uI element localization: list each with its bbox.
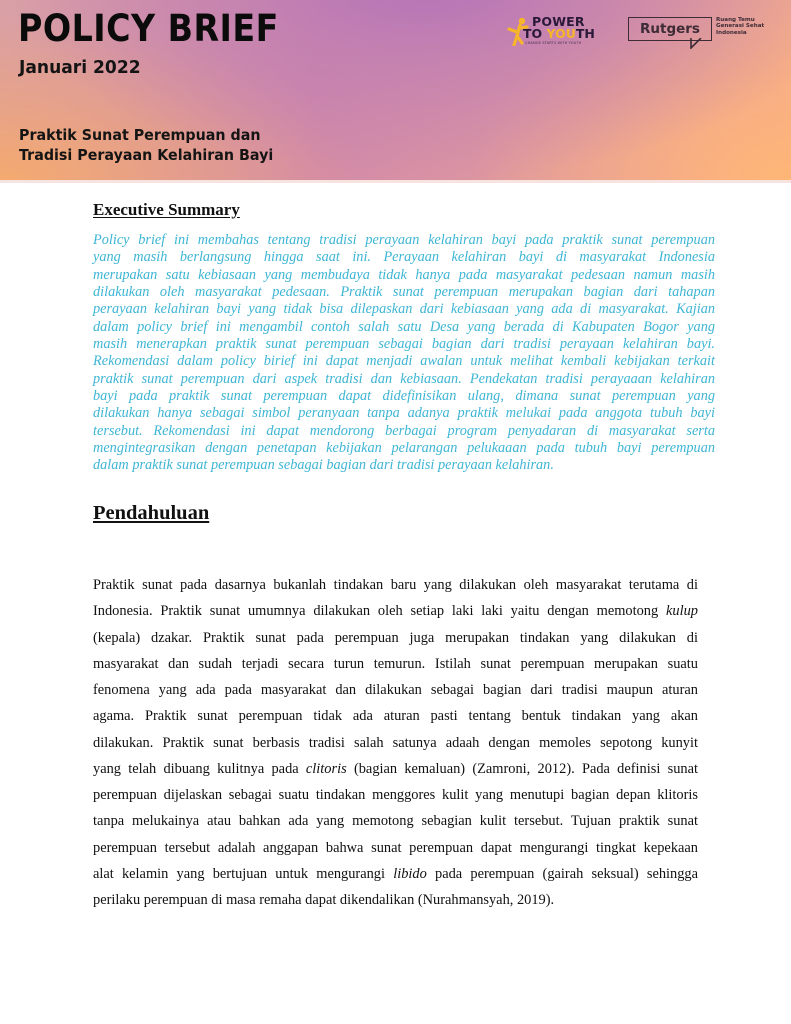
logo-word-you: YOU	[546, 26, 576, 41]
paragraph-line	[93, 808, 698, 834]
introduction-heading: Pendahuluan	[93, 502, 210, 524]
paragraph-line	[93, 756, 698, 782]
power-to-youth-logo	[505, 16, 605, 48]
line-text: yang telah dibuang kulitnya pada	[93, 760, 306, 777]
speech-bubble-tail-icon	[690, 38, 706, 49]
line-text: fenomena yang ada pada masyarakat dan dilakukan sebagai bagian dari tradisi maupun aturan	[93, 682, 698, 698]
summary-line: yang masih berlangsung hingga saat ini. Perayaan kelahiran bayi di masyarakat Indonesia	[93, 249, 715, 266]
rutgers-tagline	[716, 17, 764, 36]
executive-summary-heading: Executive Summary	[93, 200, 240, 219]
line-text: perilaku perempuan di masa remaha dapat dikendalikan (Nurahmansyah, 2019).	[93, 892, 555, 908]
tagline-line: Ruang Temu	[716, 17, 755, 23]
logo-word-power: POWER	[532, 14, 585, 29]
paragraph-line	[93, 887, 698, 913]
rutgers-wordmark: Rutgers	[640, 21, 700, 37]
brief-subtitle	[19, 125, 273, 165]
summary-line: Policy brief ini membahas tentang tradisi perayaan kelahiran bayi pada praktik sunat perempuan	[93, 232, 715, 248]
italic-term: libido	[393, 865, 427, 882]
summary-line: praktik sunat perempuan dari aspek tradisi dan kebiasaan. Pendekatan tradisi perayaaan kelahiran	[93, 370, 715, 387]
paragraph-line	[93, 677, 698, 703]
header-banner	[0, 0, 791, 183]
subtitle-line: Praktik Sunat Perempuan dan	[19, 126, 261, 144]
logo-tagline: CHANGE STARTS WITH YOUTH	[525, 41, 582, 45]
summary-line: merupakan satu kebiasaan yang membudaya tidak hanya pada masyarakat pedesaan namun masih	[93, 266, 715, 283]
subtitle-line: Tradisi Perayaan Kelahiran Bayi	[19, 146, 274, 164]
summary-line: masih menerapkan praktik sunat perempuan sebagai bagian dari tradisi perayaan kelahiran bayi.	[93, 336, 715, 353]
summary-line: dilakukan hanya sebagai simbol peranyaan tanpa adanya praktik melukai pada anggota tubuh bayi	[93, 405, 715, 422]
paragraph-line	[93, 572, 698, 598]
paragraph-line	[93, 703, 698, 729]
summary-line: perayaan kelahiran bayi yang tidak bisa dilepaskan dari kebiasaan yang ada di masyarakat. Kajian	[93, 301, 715, 318]
line-text: (kepala) dzakar. Praktik sunat pada perempuan juga merupakan tindakan yang dilakukan di	[93, 629, 698, 646]
line-text: agama. Praktik sunat perempuan tidak ada aturan pasti tentang bentuk tindakan yang akan	[93, 708, 698, 725]
logo-word-th: TH	[575, 26, 595, 41]
summary-line: Rekomendasi dalam policy birief ini dapat menjadi awalan untuk melihat kembali kebijakan terkait	[93, 353, 715, 370]
paragraph-line	[93, 782, 698, 808]
paragraph-line	[93, 625, 698, 651]
logo-word-to-youth	[523, 28, 595, 41]
summary-line: dalam policy brief ini mengambil contoh salah satu Desa yang berada di Kabupaten Bogor yang	[93, 318, 715, 335]
line-text: Praktik sunat pada dasarnya bukanlah tindakan baru yang dilakukan oleh masyarakat terutama di	[93, 577, 698, 593]
paragraph-line	[93, 730, 698, 756]
line-text: dilakukan. Praktik sunat berbasis tradisi salah satunya adaah dengan memoles sepotong kunyit	[93, 734, 698, 751]
line-text: pada perempuan (gairah seksual) sehingga	[426, 865, 699, 882]
tagline-line: Indonesia	[716, 29, 747, 36]
line-text: perempuan tersebut adalah anggapan bahwa sunat perempuan dapat mengurangi tingkat kepekaan	[93, 839, 698, 856]
summary-line: dalam praktik sunat perempuan sebagai bagian dari tradisi perayaan kelahiran.	[93, 457, 554, 474]
line-text: (bagian kemaluan) (Zamroni, 2012). Pada definisi sunat	[346, 760, 698, 777]
line-text: tanpa melukainya atau bahkan ada yang memotong sebagian kulit tersebut. Tujuan praktik sunat	[93, 813, 698, 830]
tagline-line: Generasi Sehat	[716, 23, 765, 30]
summary-line: tersebut. Rekomendasi ini dapat mendorong berbagai program penyadaran di masyarakat serta	[93, 422, 715, 439]
summary-line: bayi pada praktik sunat perempuan dapat didefinisikan ulang, dimana sunat perempuan yang	[93, 388, 715, 405]
line-text: alat kelamin yang bertujuan untuk mengurangi	[93, 865, 394, 882]
document-type-title: POLICY BRIEF	[18, 7, 279, 50]
summary-line: dilakukan oleh masyarakat pedesaan. Praktik sunat perempuan merupakan bagian dari tahapan	[93, 284, 715, 301]
paragraph-line	[93, 861, 698, 887]
line-text: perempuan dijelaskan sebagai suatu tindakan menggores kulit yang menutupi bagian depan klitoris	[93, 787, 698, 803]
paragraph-line	[93, 651, 698, 677]
paragraph-line	[93, 835, 698, 861]
paragraph-line	[93, 598, 698, 624]
italic-term: clitoris	[305, 760, 347, 777]
summary-line: mengintegrasikan dengan penetapan kebijakan pelarangan pelukaaan pada tubuh bayi perempuan	[93, 440, 715, 457]
italic-term: kulup	[666, 603, 698, 620]
executive-summary-text	[93, 232, 715, 475]
line-text: masyarakat dan sudah terjadi secara turun temurun. Istilah sunat perempuan merupakan suatu	[93, 655, 698, 672]
introduction-paragraph	[93, 572, 698, 913]
publication-date: Januari 2022	[19, 57, 141, 78]
logo-word-to: TO	[523, 26, 547, 41]
line-text: Indonesia. Praktik sunat umumnya dilakukan oleh setiap laki laki yaitu dengan memotong	[93, 603, 667, 620]
